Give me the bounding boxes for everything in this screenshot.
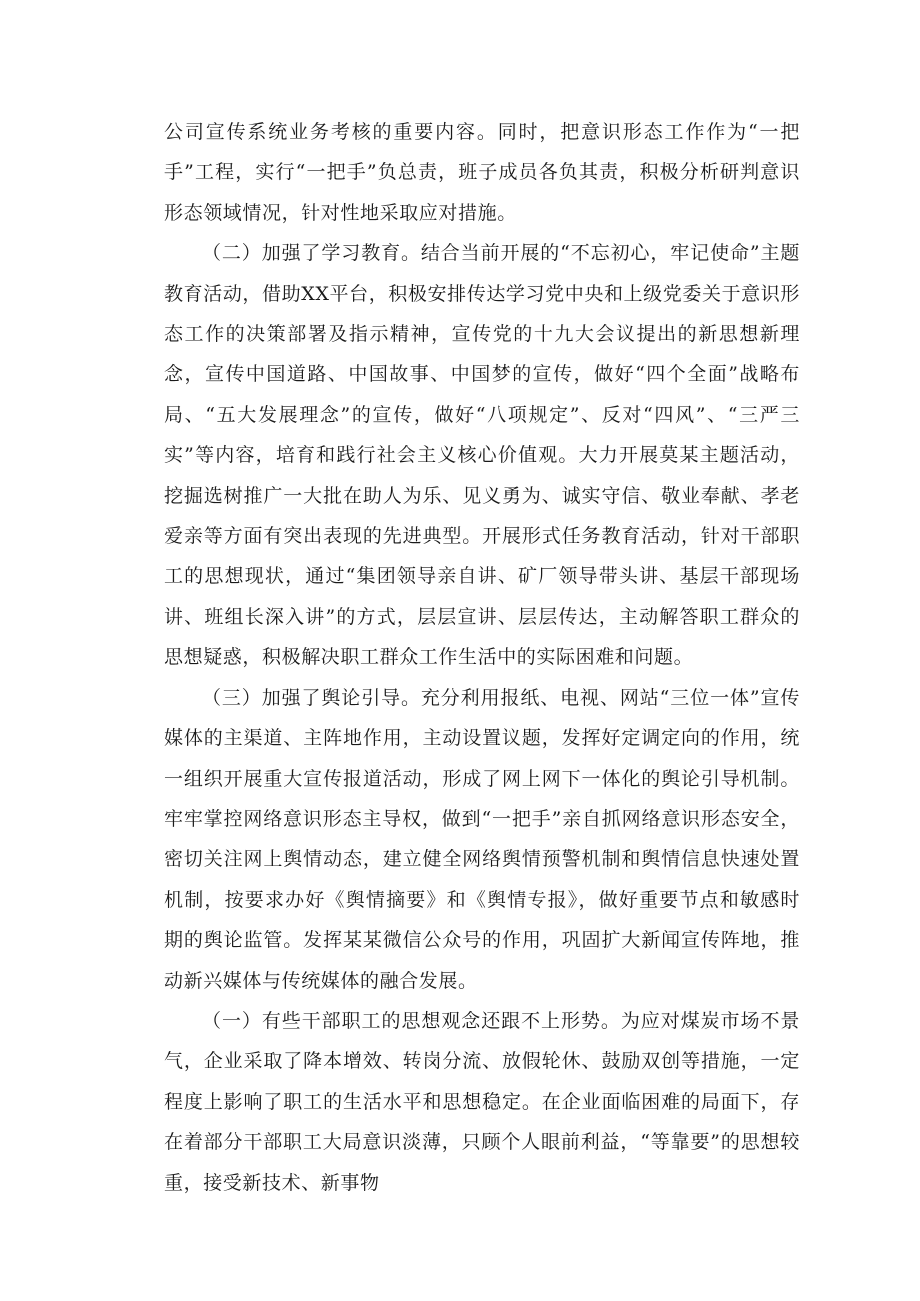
paragraph-thinking-issues: （一）有些干部职工的思想观念还跟不上形势。为应对煤炭市场不景气，企业采取了降本增效、转岗分流、放假轮休、鼓励双创等措施，一定程度上影响了职工的生活水平和思想稳定。在企业面临困难的局面下，存在着部分干部职工大局意识淡薄，只顾个人眼前利益，“等靠要”的思想较重，接受新技术、新事物	[164, 1009, 800, 1194]
paragraph-continuation: 公司宣传系统业务考核的重要内容。同时，把意识形态工作作为“一把手”工程，实行“一把手”负总责，班子成员各负其责，积极分析研判意识形态领域情况，针对性地采取应对措施。	[164, 121, 800, 224]
paragraph-learning-education: （二）加强了学习教育。结合当前开展的“不忘初心，牢记使命”主题教育活动，借助XX平台，积极安排传达学习党中央和上级党委关于意识形态工作的决策部署及指示精神，宣传党的十九大会议提出的新思想新理念，宣传中国道路、中国故事、中国梦的宣传，做好“四个全面”战略布局、“五大发展理念”的宣传，做好“八项规定”、反对“四风”、“三严三实”等内容，培育和践行社会主义核心价值观。大力开展莫某主题活动，挖掘选树推广一大批在助人为乐、见义勇为、诚实守信、敬业奉献、孝老爱亲等方面有突出表现的先进典型。开展形式任务教育活动，针对干部职工的思想现状，通过“集团领导亲自讲、矿厂领导带头讲、基层干部现场讲、班组长深入讲”的方式，层层宣讲、层层传达，主动解答职工群众的思想疑惑，积极解决职工群众工作生活中的实际困难和问题。	[164, 242, 800, 669]
paragraph-public-opinion: （三）加强了舆论引导。充分利用报纸、电视、网站“三位一体”宣传媒体的主渠道、主阵地作用，主动设置议题，发挥好定调定向的作用，统一组织开展重大宣传报道活动，形成了网上网下一体化的舆论引导机制。牢牢掌控网络意识形态主导权，做到“一把手”亲自抓网络意识形态安全，密切关注网上舆情动态，建立健全网络舆情预警机制和舆情信息快速处置机制，按要求办好《舆情摘要》和《舆情专报》，做好重要节点和敏感时期的舆论监管。发挥某某微信公众号的作用，巩固扩大新闻宣传阵地，推动新兴媒体与传统媒体的融合发展。	[164, 686, 800, 992]
document-body	[164, 112, 800, 1203]
